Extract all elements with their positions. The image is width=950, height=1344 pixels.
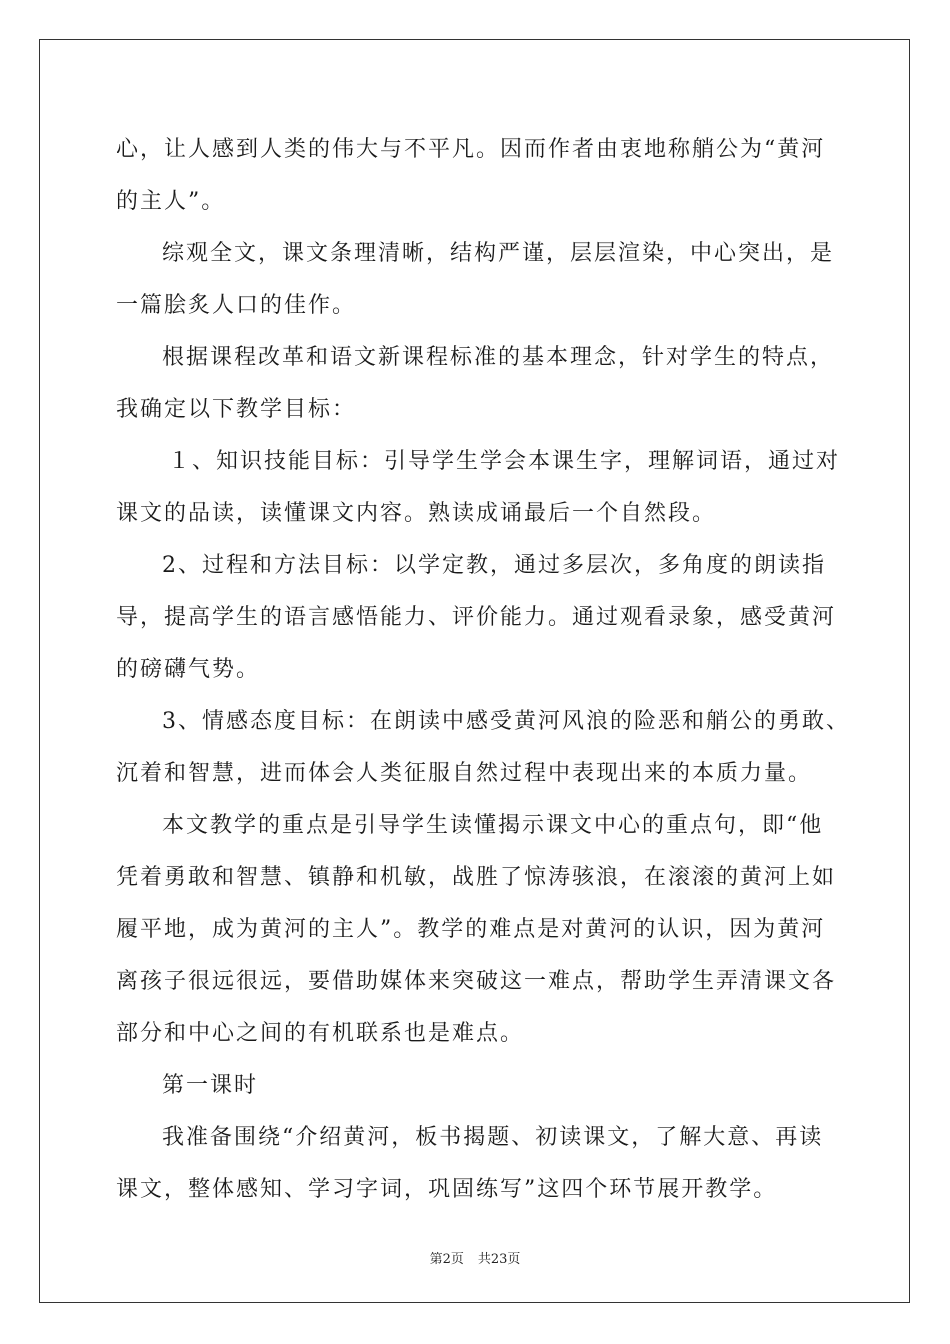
paragraph-start: 综观全文，课文条理清晰，结构严谨，层层渲染，中心突出，是 — [162, 241, 835, 266]
page-footer — [0, 1248, 950, 1267]
section-heading: 第一课时 — [162, 1073, 259, 1098]
paragraph-start: 3、情感态度目标：在朗读中感受黄河风浪的险恶和艄公的勇敢、 — [162, 709, 850, 734]
text-line: 沉着和智慧，进而体会人类征服自然过程中表现出来的本质力量。 — [116, 761, 813, 786]
page-number: 第2页 — [429, 1252, 464, 1267]
text-line: 我确定以下教学目标： — [116, 397, 357, 422]
text-line: 的磅礴气势。 — [116, 657, 261, 682]
text-line: 部分和中心之间的有机联系也是难点。 — [116, 1021, 525, 1046]
paragraph-start: 我准备围绕“介绍黄河，板书揭题、初读课文，了解大意、再读 — [162, 1125, 824, 1150]
paragraph-start: １、知识技能目标：引导学生学会本课生字，理解词语，通过对 — [168, 449, 841, 474]
paragraph-start: 根据课程改革和语文新课程标准的基本理念，针对学生的特点， — [162, 345, 835, 370]
text-line: 一篇脍炙人口的佳作。 — [116, 293, 357, 318]
paragraph-start: 2、过程和方法目标：以学定教，通过多层次，多角度的朗读指 — [162, 553, 826, 578]
text-line: 心，让人感到人类的伟大与不平凡。因而作者由衷地称艄公为“黄河 — [116, 137, 826, 162]
text-line: 课文，整体感知、学习字词，巩固练写”这四个环节展开教学。 — [116, 1177, 778, 1202]
text-line: 履平地，成为黄河的主人”。教学的难点是对黄河的认识，因为黄河 — [116, 917, 826, 942]
text-line: 的主人”。 — [116, 189, 226, 214]
page-total: 共23页 — [477, 1252, 521, 1267]
document-body — [116, 124, 851, 1216]
text-line: 凭着勇敢和智慧、镇静和机敏，战胜了惊涛骇浪，在滚滚的黄河上如 — [116, 865, 837, 890]
text-line: 课文的品读，读懂课文内容。熟读成诵最后一个自然段。 — [116, 501, 717, 526]
text-line: 导，提高学生的语言感悟能力、评价能力。通过观看录象，感受黄河 — [116, 605, 837, 630]
text-line: 离孩子很远很远，要借助媒体来突破这一难点，帮助学生弄清课文各 — [116, 969, 837, 994]
paragraph-start: 本文教学的重点是引导学生读懂揭示课文中心的重点句，即“他 — [162, 813, 824, 838]
